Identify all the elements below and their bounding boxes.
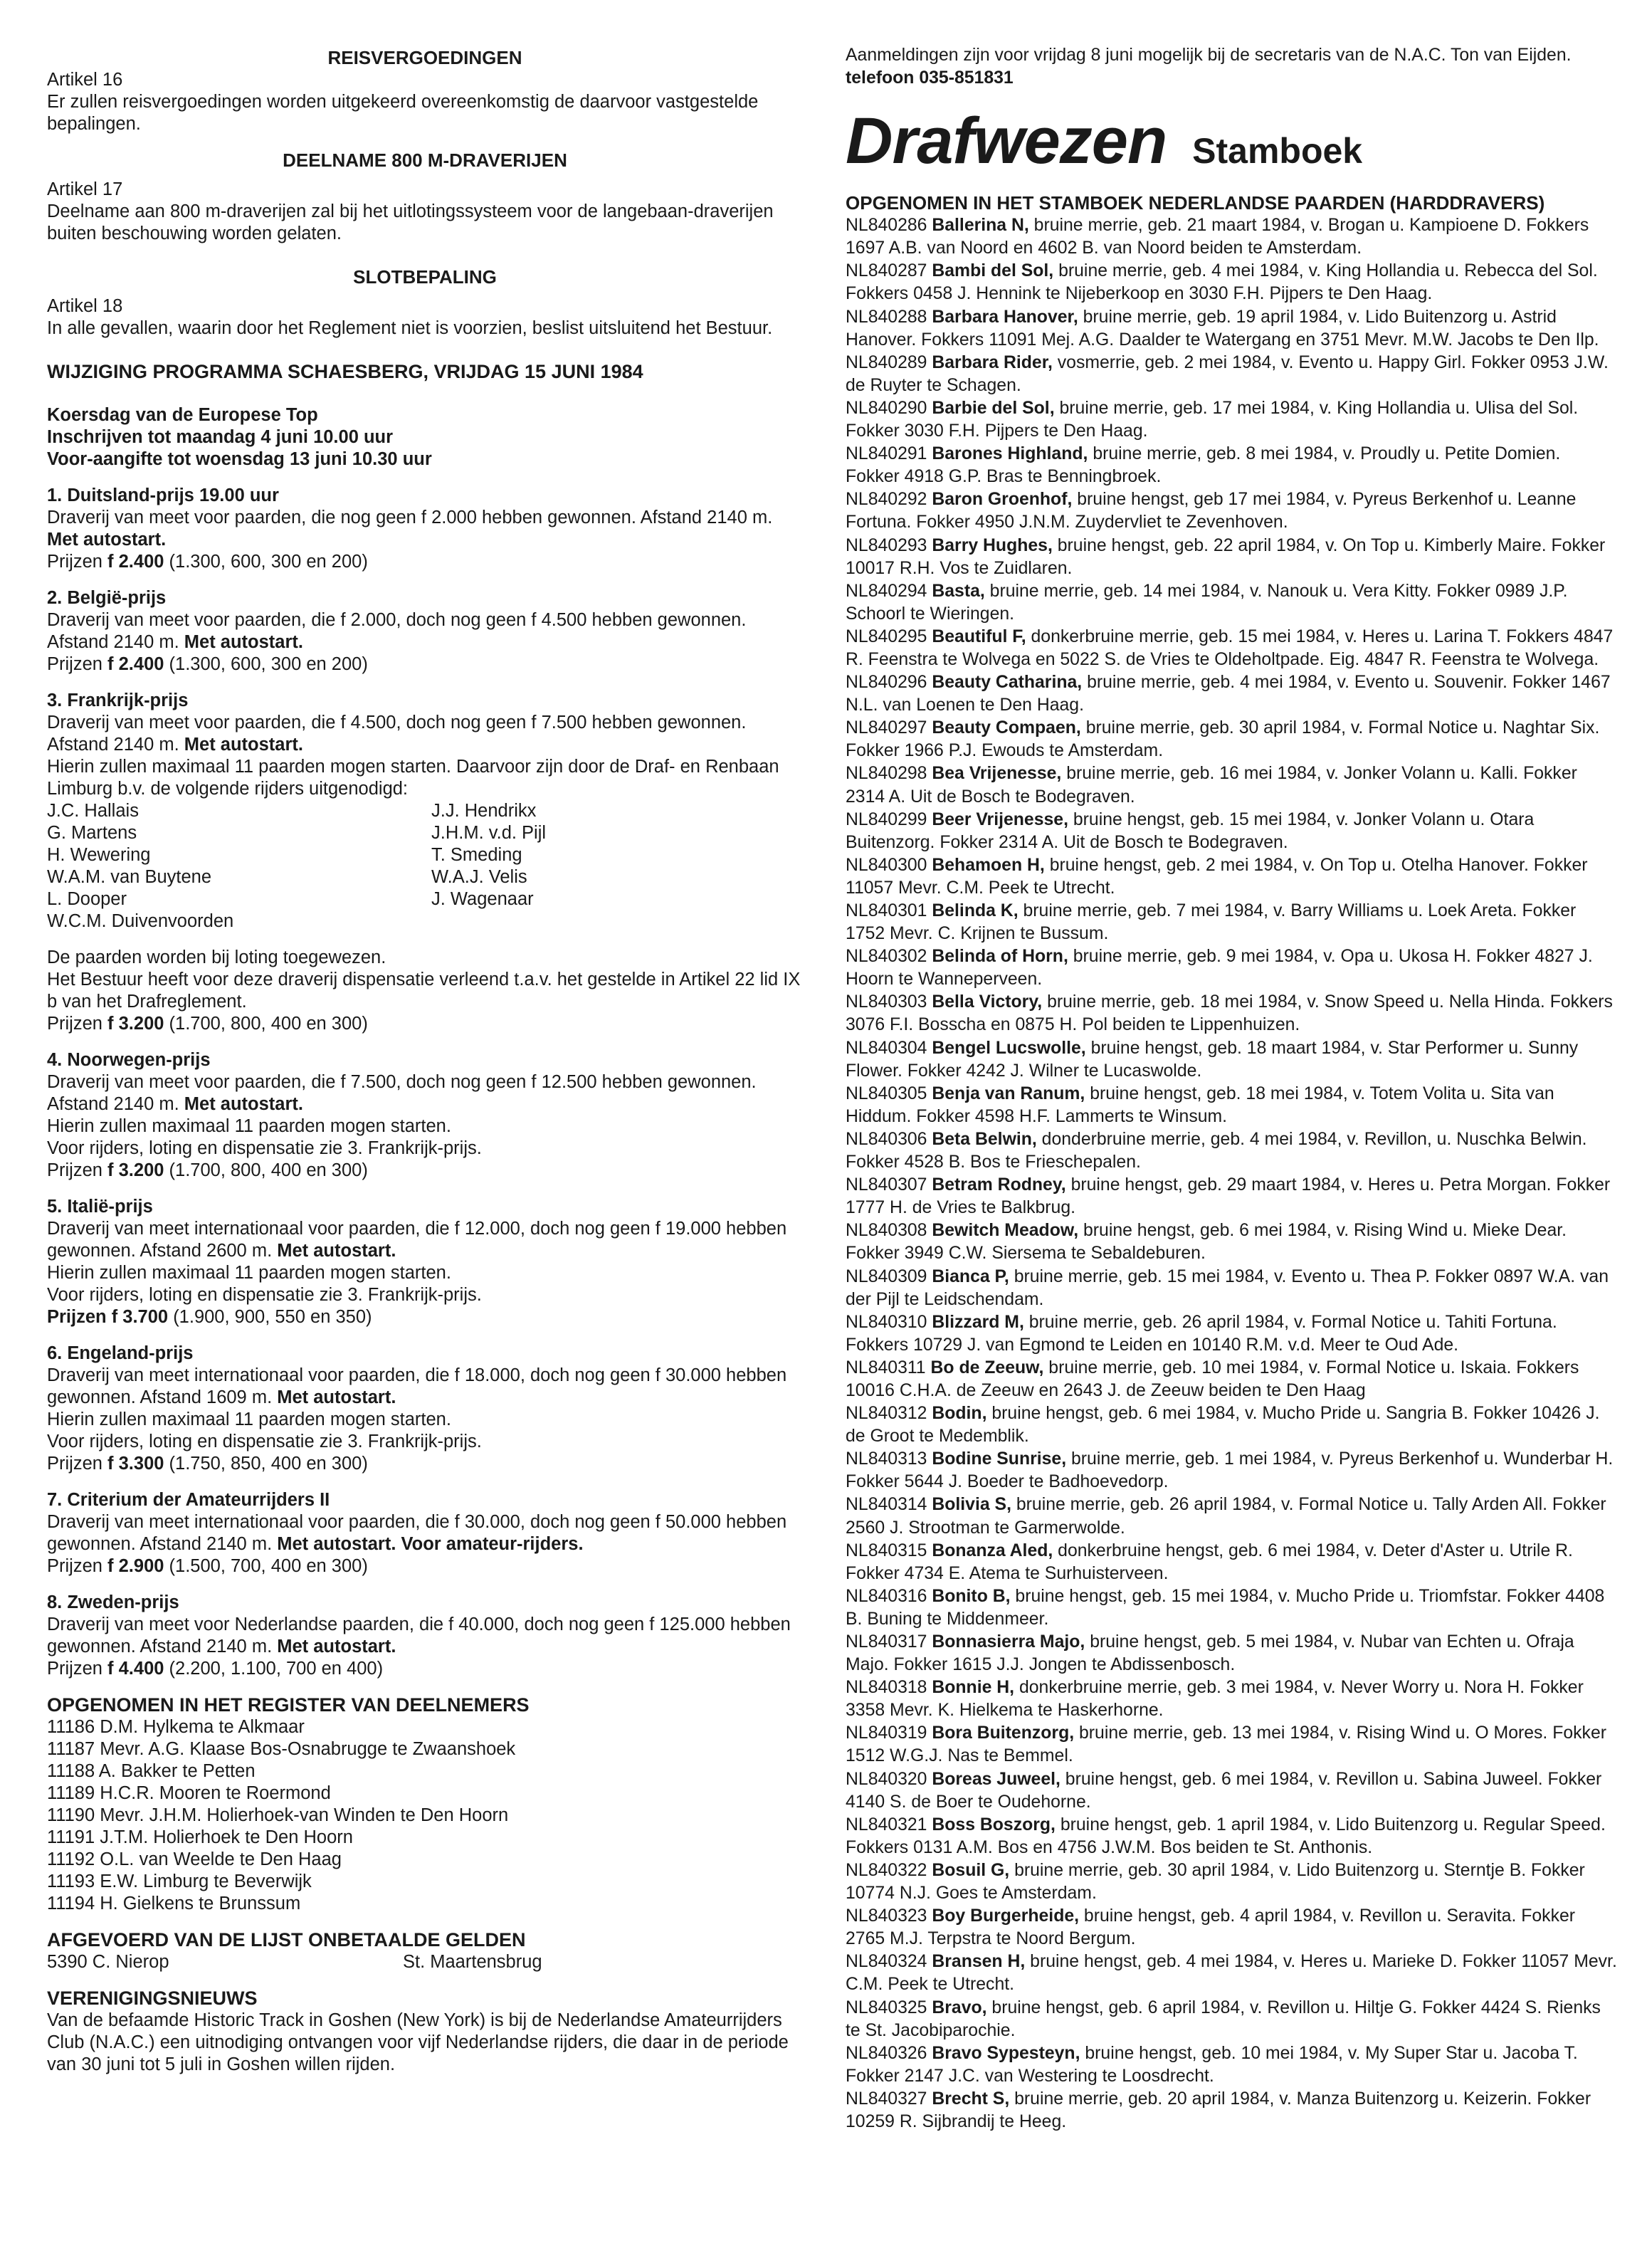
list-item: 11191 J.T.M. Holierhoek te Den Hoorn (47, 1827, 353, 1847)
entry-horse-name: Bosuil G, (932, 1860, 1010, 1880)
list-item (846, 1859, 1619, 1905)
entry-code: NL840289 (846, 352, 927, 372)
entry-details: bruine merrie, geb. 4 mei 1984, v. Evento u. Souvenir. Fokker 1467 N.L. van Loenen te Den Haag. (846, 673, 1611, 715)
entry-details: donkerbruine merrie, geb. 3 mei 1984, v. Never Worry u. Nora H. Fokker 3358 Mevr. K. Hielkema te Haskerhorne. (846, 1678, 1584, 1721)
list-item (846, 352, 1619, 397)
entry-code: NL840322 (846, 1860, 927, 1880)
list-item (846, 1219, 1619, 1265)
race-2-prizes: Prijzen f 2.400 (1.300, 600, 300 en 200) (47, 654, 368, 674)
entry-horse-name: Bransen H, (932, 1952, 1026, 1972)
entry-code: NL840315 (846, 1540, 927, 1560)
race-5-line-2: Voor rijders, loting en dispensatie zie 3. Frankrijk-prijs. (47, 1285, 482, 1305)
list-item: 11186 D.M. Hylkema te Alkmaar (47, 1717, 305, 1737)
list-item (846, 671, 1619, 717)
entry-details: bruine hengst, geb. 15 mei 1984, v. Jonker Volann u. Otara Buitenzorg. Fokker 2314 A. Uit de Bosch te Bodegraven. (846, 809, 1535, 852)
entry-details: bruine merrie, geb. 16 mei 1984, v. Jonker Volann u. Kalli. Fokker 2314 A. Uit de Bosch te Bodegraven. (846, 764, 1577, 807)
race-6-line-1: Hierin zullen maximaal 11 paarden mogen starten. (47, 1409, 451, 1429)
list-item (846, 397, 1619, 443)
entry-code: NL840308 (846, 1221, 927, 1241)
heading-deelname: DEELNAME 800 M-DRAVERIJEN (283, 149, 567, 171)
entry-horse-name: Bonnasierra Majo, (932, 1632, 1085, 1652)
race-6-prizes: Prijzen f 3.300 (1.750, 850, 400 en 300) (47, 1454, 368, 1474)
rider: J. Wagenaar (431, 889, 534, 909)
entry-code: NL840319 (846, 1723, 927, 1743)
entry-code: NL840301 (846, 901, 927, 920)
entry-details: bruine hengst, geb. 1 april 1984, v. Lido Buitenzorg u. Regular Speed. Fokkers 0131 A.M. Bos en 4756 J.W.M. Bos beiden te St. Anthonis. (846, 1815, 1606, 1857)
entry-code: NL840326 (846, 2043, 927, 2063)
race-7-title: 7. Criterium der Amateurrijders II (47, 1490, 330, 1510)
entry-code: NL840318 (846, 1678, 927, 1698)
entry-horse-name: Behamoen H, (932, 855, 1045, 875)
entry-horse-name: Boreas Juweel, (932, 1769, 1061, 1789)
entry-horse-name: Betram Rodney, (932, 1175, 1066, 1195)
list-item: 11187 Mevr. A.G. Klaase Bos-Osnabrugge te Zwaanshoek (47, 1739, 516, 1759)
entry-code: NL840316 (846, 1586, 927, 1606)
entry-horse-name: Boss Boszorg, (932, 1815, 1056, 1834)
artikel-18-text: In alle gevallen, waarin door het Reglement niet is voorzien, beslist uitsluitend het Bestuur. (47, 318, 773, 338)
entry-details: bruine hengst, geb. 29 maart 1984, v. Heres u. Petra Morgan. Fokker 1777 H. de Vries te Balkbrug. (846, 1175, 1611, 1218)
entry-code: NL840300 (846, 855, 927, 875)
entry-code: NL840320 (846, 1769, 927, 1789)
race-1-prizes: Prijzen f 2.400 (1.300, 600, 300 en 200) (47, 552, 368, 572)
list-item: 11190 Mevr. J.H.M. Holierhoek-van Winden te Den Hoorn (47, 1805, 509, 1825)
list-item (846, 1311, 1619, 1357)
entry-details: donderbruine merrie, geb. 4 mei 1984, v. Revillon, u. Nuschka Belwin. Fokker 4528 B. Bos te Frieschepalen. (846, 1129, 1587, 1172)
list-item: 11193 E.W. Limburg te Beverwijk (47, 1871, 312, 1891)
entry-details: bruine merrie, geb. 15 mei 1984, v. Evento u. Thea P. Fokker 0897 W.A. van der Pijl te Leidschendam. (846, 1266, 1609, 1309)
list-item (846, 443, 1619, 488)
list-item (846, 2042, 1619, 2088)
rider: J.C. Hallais (47, 801, 139, 821)
entry-details: bruine merrie, geb. 26 april 1984, v. Formal Notice u. Tahiti Fortuna. Fokkers 10729 J. van Egmond te Leiden en 10140 R.M. v.d. Meer te Oud Ade. (846, 1312, 1557, 1355)
rider: G. Martens (47, 823, 137, 843)
race-4-line-2: Voor rijders, loting en dispensatie zie 3. Frankrijk-prijs. (47, 1138, 482, 1158)
entry-horse-name: Bella Victory, (932, 992, 1043, 1012)
entry-horse-name: Bodin, (932, 1404, 987, 1424)
entry-code: NL840287 (846, 261, 927, 281)
entry-horse-name: Ballerina N, (932, 216, 1029, 236)
list-item (846, 1448, 1619, 1493)
entry-details: bruine merrie, geb. 1 mei 1984, v. Pyreus Berkenhof u. Wunderbar H. Fokker 5644 J. Boeder te Badhoevedorp. (846, 1449, 1614, 1492)
title-stamboek: Stamboek (1192, 131, 1363, 172)
race-4-text: Draverij van meet voor paarden, die f 7.500, doch nog geen f 12.500 hebben gewonnen. Afstand 2140 m. Met autostart. (47, 1072, 757, 1114)
list-item (846, 626, 1619, 671)
heading-verenigingsnieuws: VERENIGINGSNIEUWS (47, 1988, 258, 2009)
race-8-text: Draverij van meet voor Nederlandse paarden, die f 40.000, doch nog geen f 125.000 hebben gewonnen. Afstand 2140 m. Met autostart. (47, 1615, 791, 1657)
entry-details: bruine hengst, geb. 4 april 1984, v. Revillon u. Seravita. Fokker 2765 M.J. Terpstra te Noord Bergum. (846, 1906, 1576, 1949)
heading-slotbepaling: SLOTBEPALING (353, 266, 497, 288)
entry-details: bruine merrie, geb. 26 april 1984, v. Formal Notice u. Tally Arden All. Fokker 2560 J. Strootman te Garmerwolde. (846, 1495, 1606, 1538)
race-5-line-1: Hierin zullen maximaal 11 paarden mogen starten. (47, 1263, 451, 1283)
section-title (846, 105, 1619, 178)
entry-code: NL840312 (846, 1404, 927, 1424)
entry-horse-name: Benja van Ranum, (932, 1083, 1085, 1103)
rider: W.A.M. van Buytene (47, 867, 212, 887)
entry-details: bruine merrie, geb. 14 mei 1984, v. Nanouk u. Vera Kitty. Fokker 0989 J.P. Schoorl te Wieringen. (846, 581, 1568, 624)
entry-horse-name: Bravo, (932, 1997, 987, 2017)
entry-details: bruine merrie, geb. 30 april 1984, v. Lido Buitenzorg u. Sterntje B. Fokker 10774 N.J. Goes te Amsterdam. (846, 1860, 1585, 1904)
entry-code: NL840291 (846, 444, 927, 464)
heading-reisvergoedingen: REISVERGOEDINGEN (327, 47, 522, 68)
artikel-16-text: Er zullen reisvergoedingen worden uitgekeerd overeenkomstig de daarvoor vastgestelde bepalingen. (47, 92, 759, 134)
entry-details: bruine hengst, geb 17 mei 1984, v. Pyreus Berkenhof u. Leanne Fortuna. Fokker 4950 J.N.M. Zuydervliet te Zevenhoven. (846, 490, 1577, 532)
entry-details: bruine merrie, geb. 30 april 1984, v. Formal Notice u. Naghtar Six. Fokker 1966 P.J. Ewouds te Amsterdam. (846, 718, 1600, 761)
entry-horse-name: Barry Hughes, (932, 535, 1053, 555)
list-item (846, 1083, 1619, 1128)
list-item (846, 1266, 1619, 1311)
race-6-line-2: Voor rijders, loting en dispensatie zie 3. Frankrijk-prijs. (47, 1432, 482, 1451)
entry-details: bruine hengst, geb. 6 mei 1984, v. Revillon u. Sabina Juweel. Fokker 4140 S. de Boer te Oudehorne. (846, 1769, 1602, 1812)
entry-details: bruine merrie, geb. 7 mei 1984, v. Barry Williams u. Loek Areta. Fokker 1752 Mevr. C. Krijnen te Bussum. (846, 901, 1577, 944)
entry-horse-name: Beauty Compaen, (932, 718, 1081, 738)
entry-horse-name: Beauty Catharina, (932, 673, 1083, 693)
entry-code: NL840305 (846, 1083, 927, 1103)
entry-horse-name: Bonito B, (932, 1586, 1011, 1606)
entry-horse-name: Bolivia S, (932, 1495, 1011, 1515)
entry-horse-name: Baron Groenhof, (932, 490, 1073, 510)
artikel-17-label: Artikel 17 (47, 179, 123, 199)
register-list (47, 1716, 803, 1915)
invited-riders (47, 800, 803, 933)
entry-horse-name: Bonanza Aled, (932, 1540, 1053, 1560)
race-2-text: Draverij van meet voor paarden, die f 2.000, doch nog geen f 4.500 hebben gewonnen. Afstand 2140 m. Met autostart. (47, 610, 747, 652)
entry-horse-name: Beta Belwin, (932, 1129, 1037, 1149)
entry-horse-name: Basta, (932, 581, 985, 601)
entry-details: bruine merrie, geb. 20 april 1984, v. Manza Buitenzorg u. Keizerin. Fokker 10259 R. Sijbrandij te Heeg. (846, 2089, 1591, 2131)
race-3-dispensatie: Het Bestuur heeft voor deze draverij dispensatie verleend t.a.v. het gestelde in Artikel 22 lid IX b van het Drafreglement. (47, 970, 801, 1012)
koersdag-line-1: Koersdag van de Europese Top (47, 405, 318, 425)
entry-horse-name: Belinda of Horn, (932, 947, 1068, 967)
list-item (846, 1676, 1619, 1722)
race-8-prizes: Prijzen f 4.400 (2.200, 1.100, 700 en 400) (47, 1659, 384, 1679)
entry-details: donkerbruine merrie, geb. 15 mei 1984, v. Heres u. Larina T. Fokkers 4847 R. Feenstra te Wolvega en 5022 S. de Vries te Oldeholtpade. Eig. 4847 R. Feenstra te Wolvega. (846, 626, 1614, 669)
entry-details: vosmerrie, geb. 2 mei 1984, v. Evento u. Happy Girl. Fokker 0953 J.W. de Ruyter te Schagen. (846, 352, 1609, 395)
rider: L. Dooper (47, 889, 127, 909)
entry-details: bruine hengst, geb. 22 april 1984, v. On Top u. Kimberly Maire. Fokker 10017 R.H. Vos te Zuidlaren. (846, 535, 1606, 578)
afgevoerd-place: St. Maartensbrug (403, 1952, 542, 1972)
list-item (846, 580, 1619, 626)
right-column (846, 0, 1619, 2133)
list-item (846, 809, 1619, 854)
entry-horse-name: Bianca P, (932, 1266, 1009, 1286)
entry-horse-name: Barbara Rider, (932, 352, 1053, 372)
list-item (846, 2088, 1619, 2133)
verenigingsnieuws-text: Van de befaamde Historic Track in Goshen (New York) is bij de Nederlandse Amateurrijders Club (N.A.C.) een uitnodiging ontvangen voor vijf Nederlandse rijders, die daar in de periode van 30 juni tot 5 juli in Goshen willen rijden. (47, 2010, 789, 2074)
entry-details: bruine hengst, geb. 4 mei 1984, v. Heres u. Marieke D. Fokker 11057 Mevr. C.M. Peek te Utrecht. (846, 1952, 1617, 1995)
list-item (846, 854, 1619, 900)
race-3-title: 3. Frankrijk-prijs (47, 691, 189, 710)
race-4-title: 4. Noorwegen-prijs (47, 1050, 211, 1070)
list-item (846, 1997, 1619, 2042)
entry-details: bruine hengst, geb. 18 mei 1984, v. Totem Volita u. Sita van Hiddum. Fokker 4598 H.F. Lammerts te Winsum. (846, 1083, 1554, 1126)
race-5-prizes: Prijzen f 3.700 (1.900, 900, 550 en 350) (47, 1307, 372, 1327)
list-item (846, 1722, 1619, 1768)
entry-details: bruine merrie, geb. 21 maart 1984, v. Brogan u. Kampioene D. Fokkers 1697 A.B. van Noord en 4602 B. van Noord beiden te Amsterdam. (846, 216, 1589, 258)
rider: J.H.M. v.d. Pijl (431, 823, 547, 843)
list-item (846, 1037, 1619, 1083)
afgevoerd-row (47, 1951, 803, 1973)
entry-code: NL840294 (846, 581, 927, 601)
entry-horse-name: Beautiful F, (932, 626, 1026, 646)
race-3-prizes: Prijzen f 3.200 (1.700, 800, 400 en 300) (47, 1014, 368, 1034)
entry-horse-name: Barones Highland, (932, 444, 1088, 464)
entry-details: bruine hengst, geb. 2 mei 1984, v. On Top u. Otelha Hanover. Fokker 11057 Mevr. C.M. Peek te Utrecht. (846, 855, 1588, 898)
entry-code: NL840304 (846, 1038, 927, 1058)
entry-code: NL840324 (846, 1952, 927, 1972)
list-item: 11194 H. Gielkens te Brunssum (47, 1894, 301, 1913)
race-4-line-1: Hierin zullen maximaal 11 paarden mogen starten. (47, 1116, 451, 1136)
rider: H. Wewering (47, 845, 151, 865)
entry-horse-name: Bambi del Sol, (932, 261, 1054, 281)
race-2-title: 2. België-prijs (47, 588, 167, 608)
afgevoerd-name: 5390 C. Nierop (47, 1952, 169, 1972)
entry-code: NL840307 (846, 1175, 927, 1195)
entry-code: NL840297 (846, 718, 927, 738)
heading-stamboek: OPGENOMEN IN HET STAMBOEK NEDERLANDSE PAARDEN (HARDDRAVERS) (846, 192, 1545, 214)
heading-register: OPGENOMEN IN HET REGISTER VAN DEELNEMERS (47, 1694, 530, 1716)
entry-details: bruine hengst, geb. 6 mei 1984, v. Mucho Pride u. Sangria B. Fokker 10426 J. de Groot te Medemblik. (846, 1404, 1600, 1447)
race-5-title: 5. Italië-prijs (47, 1197, 153, 1217)
entry-code: NL840321 (846, 1815, 927, 1834)
entry-details: bruine merrie, geb. 13 mei 1984, v. Rising Wind u. O Mores. Fokker 1512 W.G.J. Nas te Bemmel. (846, 1723, 1606, 1766)
rider: W.C.M. Duivenvoorden (47, 911, 234, 931)
entry-details: bruine merrie, geb. 8 mei 1984, v. Proudly u. Petite Domien. Fokker 4918 G.P. Bras te Benningbroek. (846, 444, 1561, 487)
entry-code: NL840311 (846, 1358, 926, 1377)
race-3-loting: De paarden worden bij loting toegewezen. (47, 947, 386, 967)
entry-details: bruine hengst, geb. 6 mei 1984, v. Rising Wind u. Mieke Dear. Fokker 3949 C.W. Siersema te Sebaldeburen. (846, 1221, 1567, 1264)
koersdag-line-2: Inschrijven tot maandag 4 juni 10.00 uur (47, 427, 394, 447)
list-item (846, 1402, 1619, 1448)
koersdag-line-3: Voor-aangifte tot woensdag 13 juni 10.30 uur (47, 449, 432, 469)
entry-code: NL840295 (846, 626, 927, 646)
stamboek-list (846, 214, 1619, 2133)
entry-horse-name: Bravo Sypesteyn, (932, 2043, 1080, 2063)
entry-code: NL840298 (846, 764, 927, 784)
entry-details: bruine merrie, geb. 18 mei 1984, v. Snow Speed u. Nella Hinda. Fokkers 3076 F.I. Bosscha en 0875 H. Pol beiden te Lippenhuizen. (846, 992, 1613, 1035)
race-5-text: Draverij van meet internationaal voor paarden, die f 12.000, doch nog geen f 19.000 hebben gewonnen. Afstand 2600 m. Met autostart. (47, 1219, 787, 1261)
list-item (846, 1585, 1619, 1631)
entry-horse-name: Bora Buitenzorg, (932, 1723, 1075, 1743)
list-item (846, 1174, 1619, 1219)
race-6-text: Draverij van meet internationaal voor paarden, die f 18.000, doch nog geen f 30.000 hebben gewonnen. Afstand 1609 m. Met autostart. (47, 1365, 787, 1407)
entry-code: NL840317 (846, 1632, 927, 1652)
rider: T. Smeding (431, 845, 522, 865)
entry-details: bruine hengst, geb. 5 mei 1984, v. Nubar van Echten u. Ofraja Majo. Fokker 1615 J.J. Jongen te Abdissenbosch. (846, 1632, 1574, 1675)
list-item: 11189 H.C.R. Mooren te Roermond (47, 1783, 331, 1803)
entry-details: bruine hengst, geb. 15 mei 1984, v. Mucho Pride u. Triomfstar. Fokker 4408 B. Buning te Middenmeer. (846, 1586, 1605, 1629)
list-item (846, 1768, 1619, 1814)
entry-details: bruine merrie, geb. 19 april 1984, v. Lido Buitenzorg u. Astrid Hanover. Fokkers 11091 Mej. A.G. Daalder te Watergang en 3751 Mevr. M.W. Jacobs te Den Ilp. (846, 307, 1599, 350)
left-column (47, 0, 803, 2076)
list-item (846, 945, 1619, 991)
entry-code: NL840302 (846, 947, 927, 967)
race-6-title: 6. Engeland-prijs (47, 1343, 194, 1363)
list-item (846, 535, 1619, 580)
list-item (846, 991, 1619, 1036)
entry-code: NL840286 (846, 216, 927, 236)
list-item (846, 1631, 1619, 1676)
entry-code: NL840306 (846, 1129, 927, 1149)
race-8-title: 8. Zweden-prijs (47, 1592, 179, 1612)
entry-details: bruine hengst, geb. 6 april 1984, v. Revillon u. Hiltje G. Fokker 4424 S. Rienks te St. Jacobiparochie. (846, 1997, 1601, 2040)
entry-code: NL840323 (846, 1906, 927, 1926)
entry-details: donkerbruine hengst, geb. 6 mei 1984, v. Deter d'Aster u. Utrile R. Fokker 4734 E. Atema te Surhuisterveen. (846, 1540, 1573, 1583)
entry-details: bruine merrie, geb. 9 mei 1984, v. Opa u. Ukosa H. Fokker 4827 J. Hoorn te Wanneperveen. (846, 947, 1593, 989)
list-item (846, 1128, 1619, 1174)
entry-details: bruine hengst, geb. 10 mei 1984, v. My Super Star u. Jacoba T. Fokker 2147 J.C. van Westering te Loosdrecht. (846, 2043, 1578, 2086)
heading-afgevoerd: AFGEVOERD VAN DE LIJST ONBETAALDE GELDEN (47, 1929, 526, 1951)
race-7-text: Draverij van meet internationaal voor paarden, die f 30.000, doch nog geen f 50.000 hebben gewonnen. Afstand 2140 m. Met autostart. Voor amateur-rijders. (47, 1512, 787, 1554)
race-1-text: Draverij van meet voor paarden, die nog geen f 2.000 hebben gewonnen. Afstand 2140 m. Met autostart. (47, 508, 773, 550)
list-item (846, 717, 1619, 762)
list-item (846, 1814, 1619, 1859)
rider: W.A.J. Velis (431, 867, 527, 887)
entry-details: bruine merrie, geb. 10 mei 1984, v. Formal Notice u. Iskaia. Fokkers 10016 C.H.A. de Zeeuw en 2643 J. de Zeeuw beiden te Den Haag (846, 1358, 1579, 1400)
entry-horse-name: Bo de Zeeuw, (930, 1358, 1044, 1377)
list-item (846, 1905, 1619, 1951)
list-item: 11188 A. Bakker te Petten (47, 1761, 256, 1781)
entry-code: NL840290 (846, 398, 927, 418)
entry-horse-name: Barbie del Sol, (932, 398, 1055, 418)
entry-code: NL840314 (846, 1495, 927, 1515)
entry-code: NL840303 (846, 992, 927, 1012)
race-1-title: 1. Duitsland-prijs 19.00 uur (47, 485, 279, 505)
entry-code: NL840292 (846, 490, 927, 510)
artikel-18-label: Artikel 18 (47, 296, 123, 316)
entry-code: NL840293 (846, 535, 927, 555)
entry-horse-name: Beer Vrijenesse, (932, 809, 1068, 829)
entry-code: NL840296 (846, 673, 927, 693)
list-item: 11192 O.L. van Weelde te Den Haag (47, 1849, 342, 1869)
heading-wijziging: WIJZIGING PROGRAMMA SCHAESBERG, VRIJDAG 15 JUNI 1984 (47, 361, 643, 382)
entry-code: NL840325 (846, 1997, 927, 2017)
entry-code: NL840313 (846, 1449, 927, 1469)
entry-horse-name: Barbara Hanover, (932, 307, 1078, 327)
entry-horse-name: Bodine Sunrise, (932, 1449, 1067, 1469)
list-item (846, 306, 1619, 352)
artikel-17-text: Deelname aan 800 m-draverijen zal bij het uitlotingssysteem voor de langebaan-draverijen buiten beschouwing worden gelaten. (47, 201, 774, 243)
entry-details: bruine merrie, geb. 17 mei 1984, v. King Hollandia u. Ulisa del Sol. Fokker 3030 F.H. Pijpers te Den Haag. (846, 398, 1579, 441)
entry-horse-name: Bewitch Meadow, (932, 1221, 1079, 1241)
list-item (846, 900, 1619, 945)
entry-code: NL840327 (846, 2089, 927, 2109)
entry-horse-name: Brecht S, (932, 2089, 1010, 2109)
list-item (846, 214, 1619, 260)
entry-details: bruine hengst, geb. 18 maart 1984, v. Star Performer u. Sunny Flower. Fokker 4242 J. Wilner te Lucaswolde. (846, 1038, 1579, 1081)
race-3-extra: Hierin zullen maximaal 11 paarden mogen starten. Daarvoor zijn door de Draf- en Renbaan Limburg b.v. de volgende rijders uitgenodigd: (47, 757, 779, 799)
race-3-text: Draverij van meet voor paarden, die f 4.500, doch nog geen f 7.500 hebben gewonnen. Afstand 2140 m. Met autostart. (47, 713, 747, 755)
race-4-prizes: Prijzen f 3.200 (1.700, 800, 400 en 300) (47, 1160, 368, 1180)
list-item (846, 260, 1619, 305)
entry-horse-name: Blizzard M, (932, 1312, 1024, 1332)
rider: J.J. Hendrikx (431, 801, 537, 821)
entry-code: NL840299 (846, 809, 927, 829)
entry-horse-name: Bea Vrijenesse, (932, 764, 1062, 784)
list-item (846, 1357, 1619, 1402)
entry-details: bruine merrie, geb. 4 mei 1984, v. King Hollandia u. Rebecca del Sol. Fokkers 0458 J. Hennink te Nijeberkoop en 3030 F.H. Pijpers te Den Haag. (846, 261, 1598, 304)
list-item (846, 488, 1619, 534)
entry-code: NL840310 (846, 1312, 927, 1332)
artikel-16-label: Artikel 16 (47, 70, 123, 90)
entry-horse-name: Bengel Lucswolle, (932, 1038, 1086, 1058)
list-item (846, 762, 1619, 808)
list-item (846, 1493, 1619, 1539)
race-7-prizes: Prijzen f 2.900 (1.500, 700, 400 en 300) (47, 1556, 368, 1576)
entry-horse-name: Belinda K, (932, 901, 1019, 920)
title-drafwezen: Drafwezen (846, 105, 1167, 178)
entry-code: NL840288 (846, 307, 927, 327)
entry-horse-name: Boy Burgerheide, (932, 1906, 1080, 1926)
entry-horse-name: Bonnie H, (932, 1678, 1015, 1698)
entry-code: NL840309 (846, 1266, 927, 1286)
intro-text: Aanmeldingen zijn voor vrijdag 8 juni mogelijk bij de secretaris van de N.A.C. Ton van Eijden. telefoon 035-851831 (846, 46, 1572, 88)
list-item (846, 1951, 1619, 1996)
list-item (846, 1540, 1619, 1585)
